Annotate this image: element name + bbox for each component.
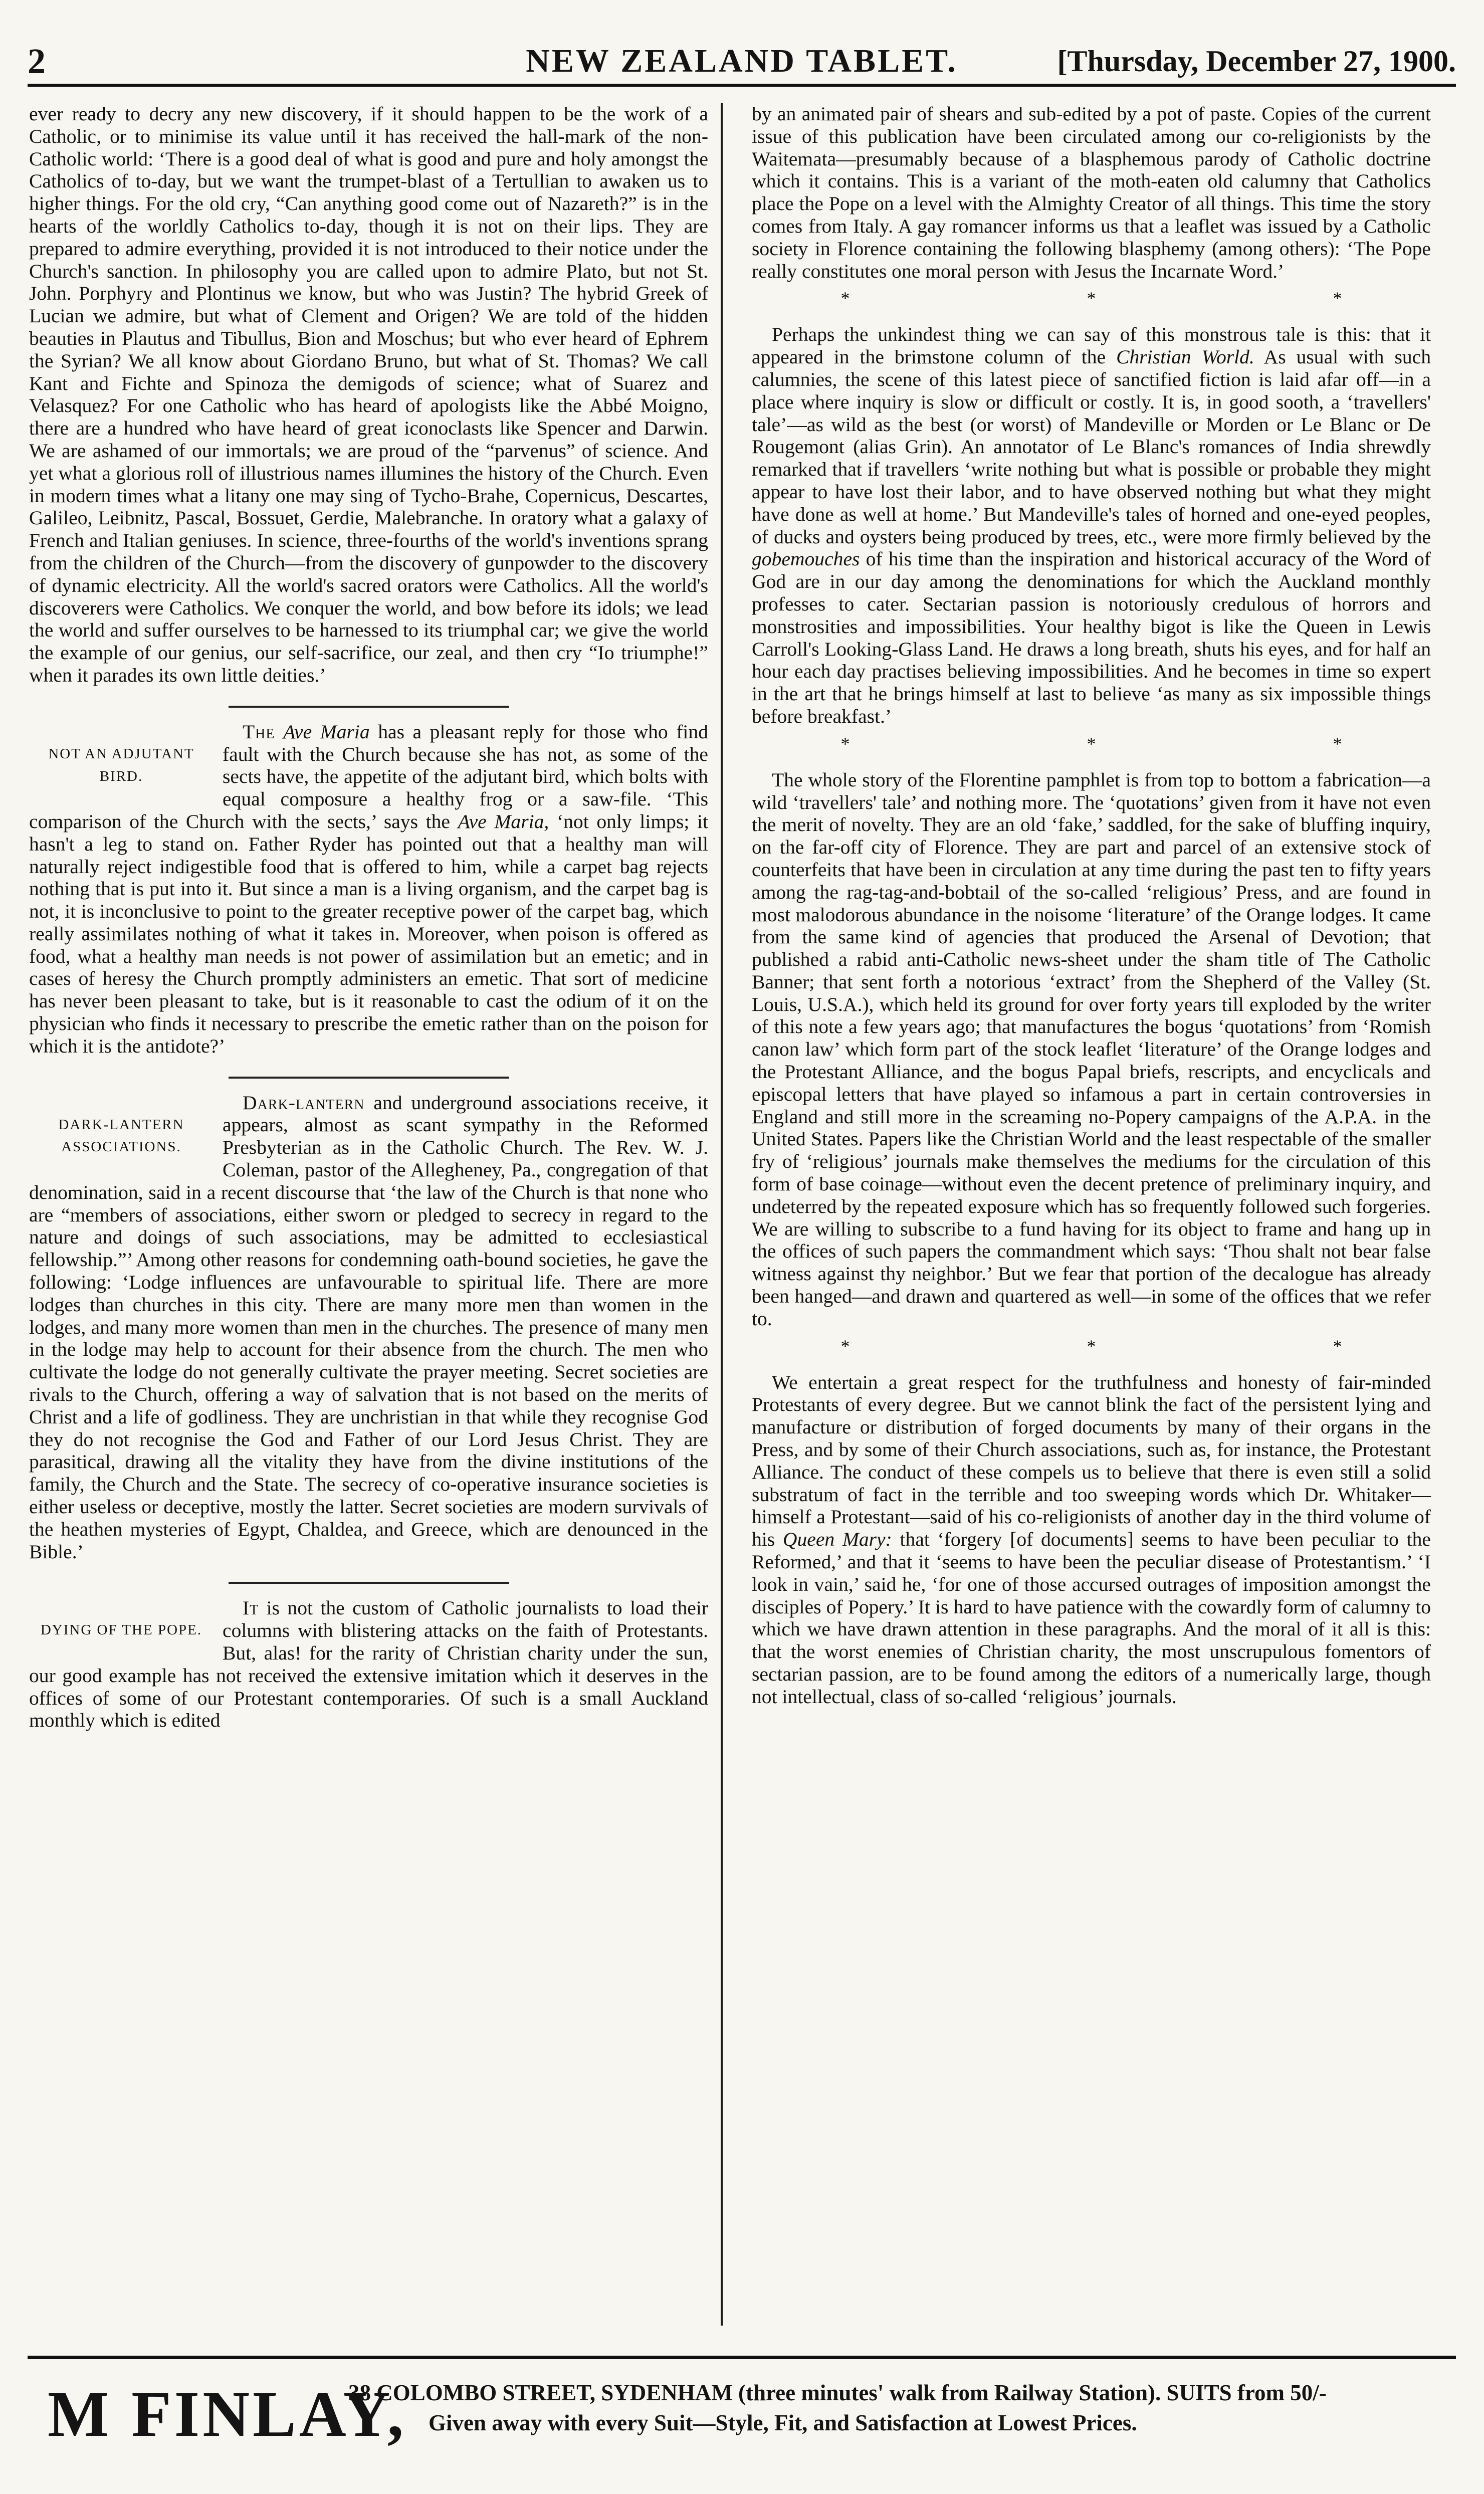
paragraph-unkindest-thing: Perhaps the unkindest thing we can say of this monstrous tale is this: that it appeared in the brimstone column of the Christian World. As usual with such calumnies, the scene of this latest piece of sanctified fiction is laid afar off—in a place where inquiry is slow or difficult or costly. It is, in good sooth, a ‘travellers' tale’—as wild as the best (or worst) of Mandeville or Morden or Le Blanc or De Rougemont (alias Grin). An annotator of Le Blanc's romances of India shrewdly remarked that if travellers ‘write nothing but what is possible or probable they might appear to have lost their labor, and to have observed nothing but what they might have done as well at home.’ But Mandeville's tales of horned and one-eyed peoples, of ducks and oysters being produced by trees, etc., were more firmly believed by the gobemouches of his time than the inspiration and historical accuracy of the Word of God are in our day among the denominations for which the Auckland monthly professes to cater. Sectarian passion is notoriously credulous of horrors and monstrosities and impossibilities. Your healthy bigot is like the Queen in Lewis Carroll's Looking-Glass Land. He draws a long breath, shuts his eyes, and for half an hour each day practises believing impossibilities. And he becomes in time so expert in the art that he brings himself at last to believe ‘as many as six impossible things before breakfast.’ (752, 323, 1431, 727)
masthead (28, 39, 1456, 87)
article-body: It is not the custom of Catholic journalists to load their columns with blistering attacks on the faith of Protestants. But, alas! for the rarity of Christian charity under the sun, our good example has not received the extensive imitation which it deserves in the offices of some of our Protestant contemporaries. Of such is a small Auckland monthly which is edited (29, 1597, 708, 1732)
paragraph-florentine-pamphlet: The whole story of the Florentine pamphlet is from top to bottom a fabrication—a wild ‘travellers' tale’ and nothing more. The ‘quotations’ given from it have not even the merit of novelty. They are an old ‘fake,’ saddled, for the sake of bluffing inquiry, on the far-off city of Florence. They are part and parcel of an extensive stock of counterfeits that have been in circulation at any time during the past ten to fifty years among the rag-tag-and-bobtail of the so-called ‘religious’ Press, and are found in most malodorous abundance in the noisome ‘literature’ of the Orange lodges. It came from the same kind of agencies that produced the Arsenal of Devotion; that published a rabid anti-Catholic news-sheet under the sham title of The Catholic Banner; that sent forth a notorious ‘extract’ from the Shepherd of the Valley (St. Louis, U.S.A.), which held its ground for over forty years till exploded by the writer of this note a few years ago; that manufactures the bogus ‘quotations’ from ‘Romish canon law’ which form part of the stock leaflet ‘literature’ of the Orange lodges and the Protestant Alliance, and the bogus Papal briefs, rescripts, and encyclicals and episcopal letters that have played so infamous a part in certain controversies in England and still more in the screaming no-Popery campaigns of the A.P.A. in the United States. Papers like the Christian World and the least respectable of the smaller fry of ‘religious’ journals make themselves the mediums for the circulation of this form of base coinage—without even the decent pretence of preliminary inquiry, and undeterred by the repeated exposure which has so frequently followed such forgeries. We are willing to subscribe to a fund having for its object to frame and hang up in the offices of such papers the commandment which says: ‘Thou shalt not bear false witness against thy neighbor.’ But we fear that portion of the decalogue has already been hanged—and drawn and quartered as well—in some of the offices that we refer to. (752, 768, 1431, 1330)
advertisement-footer (28, 2356, 1456, 2451)
intro-paragraph: ever ready to decry any new discovery, if it should happen to be the work of a Catholic, or to minimise its value until it has received the hall-mark of the non-Catholic world: ‘There is a good deal of what is good and pure and holy amongst the Catholics of to-day, but we want the trumpet-blast of a Tertullian to awaken us to higher things. For the old cry, “Can anything good come out of Nazareth?” is in the hearts of the worldly Catholics to-day, though it is not on their lips. They are prepared to admire everything, provided it is not introduced to their notice under the Church's sanction. In philosophy you are called upon to admire Plato, but not St. John. Porphyry and Plontinus we know, but who was Justin? The hybrid Greek of Lucian we admire, but what of Clement and Origen? We are told of the hidden beauties in Plautus and Tibullus, Bion and Moschus; but who ever heard of Ephrem the Syrian? We all know about Giordano Bruno, but what of St. Thomas? We call Kant and Fichte and Spinoza the demigods of science; what of Suarez and Velasquez? For one Catholic who has heard of apologists like the Abbé Moigno, there are a hundred who have heard of great iconoclasts like Spencer and Darwin. We are ashamed of our immortals; we are proud of the “parvenus” of science. And yet what a glorious roll of illustrious names illumines the history of the Church. Even in modern times what a litany one may sing of Tycho-Brahe, Copernicus, Descartes, Galileo, Leibnitz, Pascal, Bossuet, Gerdie, Malebranche. In oratory what a galaxy of French and Italian geniuses. In science, three-fourths of the world's inventions sprang from the children of the Church—from the discovery of gunpowder to the discovery of dynamic electricity. All the world's sacred orators were Catholics. All the world's discoverers were Catholics. We conquer the world, and bow before its idols; we lead the world and suffer ourselves to be harnessed to its triumphal car; we give the world the example of our genius, our self-sacrifice, our zeal, and then cry “Io triumphe!” when it parades its own little deities.’ (29, 103, 708, 686)
sidehead-dark-lantern-associations: DARK-LANTERN ASSOCIATIONS. (58, 1116, 184, 1155)
column-divider (721, 103, 723, 2326)
sidehead-not-an-adjutant-bird: NOT AN ADJUTANT BIRD. (48, 745, 194, 784)
advertiser-name: M FINLAY, (48, 2378, 407, 2450)
newspaper-title: NEW ZEALAND TABLET. (526, 43, 958, 79)
issue-date: [Thursday, December 27, 1900. (1057, 45, 1456, 78)
section-stars: * * * (840, 733, 1342, 754)
article-body: Dark-lantern and underground associations receive, it appears, almost as scant sympathy in the Reformed Presbyterian as in the Catholic Church. The Rev. W. J. Coleman, pastor of the Allegheney, Pa., congregation of that denomination, said in a recent discourse that ‘the law of the Church is that none who are “members of associations, either sworn or pledged to secrecy in regard to the nature and doings of such associations, may be admitted to ecclesiastical fellowship.”’ Among other reasons for condemning oath-bound societies, he gave the following: ‘Lodge influences are unfavourable to spiritual life. There are more lodges than churches in this city. There are many more men than women in the lodges, and many more women than men in the churches. The presence of many men in the lodge may help to account for their absence from the church. The men who cultivate the lodge do not generally cultivate the prayer meeting. Secret societies are rivals to the Church, offering a way of salvation that is not based on the merits of Christ and a life of godliness. They are unchristian in that while they recognise God they do not recognise the God and Father of our Lord Jesus Christ. They are parasitical, drawing all the vitality they have from the divine institutions of the family, the Church and the State. The secrecy of co-operative insurance societies is either useless or deceptive, mostly the latter. Secret societies are modern survivals of the heathen mysteries of Egypt, Chaldea, and Greece, which are denounced in the Bible.’ (29, 1091, 708, 1563)
section-rule (229, 1582, 509, 1584)
continued-paragraph: by an animated pair of shears and sub-edited by a pot of paste. Copies of the current issue of this publication have been circulated among our co-religionists by the Waitemata—presumably because of a blasphemous parody of Catholic doctrine which it contains. This is a variant of the moth-eaten old calumny that Catholics place the Pope on a level with the Almighty Creator of all things. This time the story comes from Italy. A gay romancer informs us that a leaflet was issued by a Catholic society in Florence containing the following blasphemy (among others): ‘The Pope really constitutes one moral person with Jesus the Incarnate Word.’ (752, 103, 1431, 282)
section-rule (229, 706, 509, 708)
page-number: 2 (28, 41, 46, 81)
section-stars: * * * (840, 288, 1342, 309)
article-adjutant-bird (29, 721, 708, 1058)
article-dark-lantern (29, 1092, 708, 1563)
article-dying-of-the-pope (29, 1597, 708, 1732)
paragraph-great-respect: We entertain a great respect for the truthfulness and honesty of fair-minded Protestants of every degree. But we cannot blink the fact of the persistent lying and manufacture or distribution of forged documents by many of their organs in the Press, and by some of their Church associations, such as, for instance, the Protestant Alliance. The conduct of these compels us to believe that there is even still a solid substratum of fact in the terrible and too sweeping words which Dr. Whitaker—himself a Protestant—said of his co-religionists of another day in the third volume of his Queen Mary: that ‘forgery [of documents] seems to have been peculiar to the Reformed,’ and that it ‘seems to have been the peculiar disease of Protestantism.’ ‘I look in vain,’ said he, ‘for one of those accursed outrages of imposition amongst the disciples of Popery.’ It is hard to have patience with the cowardly form of calumny to which we have drawn attention in these paragraphs. And the moral of it all is this: that the worst enemies of Christian charity, the most unscrupulous fomentors of sectarian passion, are to be found among the editors of a numerically large, though not intellectual, class of so-called ‘religious’ journals. (752, 1371, 1431, 1708)
section-stars: * * * (840, 1336, 1342, 1356)
article-body: The Ave Maria has a pleasant reply for those who find fault with the Church because she has not, as some of the sects have, the appetite of the adjutant bird, which bolts with equal composure a healthy frog or a saw-file. ‘This comparison of the Church with the sects,’ says the Ave Maria, ‘not only limps; it hasn't a leg to stand on. Father Ryder has pointed out that a healthy man will naturally reject indigestible food that is offered to him, while a carpet bag rejects nothing that is put into it. But since a man is a living organism, and the carpet bag is not, it is inconclusive to point to the greater receptive power of the carpet bag, which really assimilates nothing of what it takes in. Moreover, when poison is offered as food, what a healthy man needs is not power of assimilation but an emetic; and in cases of heresy the Church promptly administers an emetic. That sort of medicine has never been pleasant to take, but is it reasonable to cast the odium of it on the physician who finds it necessary to prescribe the emetic rather than on the poison for which it is the antidote?’ (29, 720, 708, 1057)
advertiser-address: 38 COLOMBO STREET, SYDENHAM (three minutes' walk from Railway Station). SUITS from 50/- (348, 2380, 1327, 2405)
sidehead-dying-of-the-pope: DYING OF THE POPE. (40, 1622, 202, 1638)
left-column (29, 103, 708, 1732)
advertiser-slogan: Given away with every Suit—Style, Fit, and Satisfaction at Lowest Prices. (429, 2410, 1137, 2435)
section-rule (229, 1077, 509, 1079)
right-column (752, 103, 1431, 1708)
